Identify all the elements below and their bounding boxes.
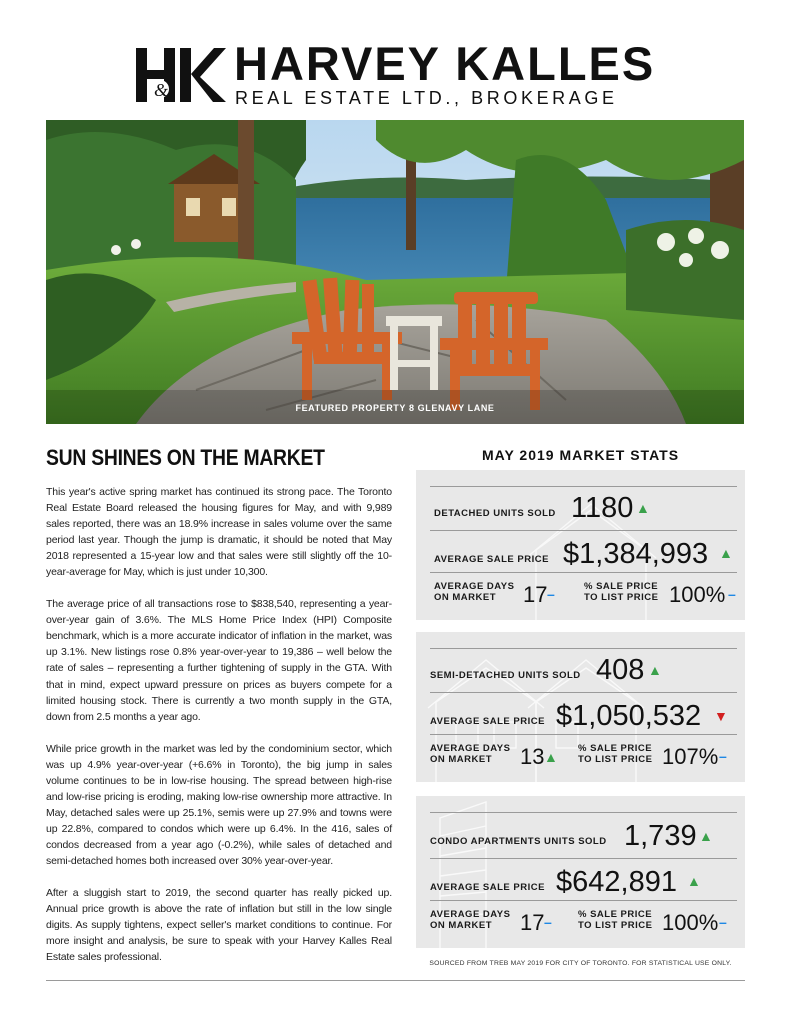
ratio-label-line2: TO LIST PRICE [578, 754, 653, 765]
stats-panel-detached [416, 470, 745, 620]
ratio-label-line2: TO LIST PRICE [578, 920, 653, 931]
days-label-line1: AVERAGE DAYS [430, 743, 511, 754]
hero-photo [46, 120, 744, 424]
sale-to-list-label [584, 581, 658, 603]
sale-to-list-value: 107% [662, 744, 719, 769]
divider [430, 734, 737, 735]
divider [430, 858, 737, 859]
sale-to-list-label [578, 743, 652, 765]
brand-name: HARVEY KALLES [234, 37, 656, 90]
units-sold-value: 1,739 [624, 820, 697, 852]
divider [430, 648, 737, 649]
trend-flat-icon: – [544, 914, 552, 930]
avg-price-label: AVERAGE SALE PRICE [430, 716, 545, 727]
ratio-label-line1: % SALE PRICE [584, 581, 659, 592]
article-paragraph: The average price of all transactions rose to $838,540, representing a year-over-year gain of 3.6%. The MLS Home Price Index (HPI) Composite benchmark, which is a more accurate indicator of inflation in the market, was up 3.1%. New listings rose 0.8% year-over-year to 19,386 – well below the rate of sales – representing a further tightening of supply in the GTA. With that in mind, expect upward pressure on prices as buyers compete for a limited housing stock. There is currently a two month supply in the GTA, down from 2.5 months a year ago. [46, 598, 392, 723]
trend-up-icon: ▲ [648, 662, 662, 678]
days-label-line2: ON MARKET [430, 754, 493, 765]
cottage-lake-photo [46, 120, 744, 424]
days-label-line2: ON MARKET [434, 592, 497, 603]
article-headline: SUN SHINES ON THE MARKET [46, 445, 325, 470]
trend-up-icon: ▲ [544, 749, 558, 765]
avg-price-value: $1,384,993 [563, 538, 709, 570]
trend-up-icon: ▲ [719, 545, 733, 561]
trend-down-icon: ▼ [714, 708, 728, 724]
article-body [46, 484, 392, 981]
article-paragraph: While price growth in the market was led by the condominium sector, which was up 4.9% year-over-year (+6.6% in Toronto), the big jump in sales volume continues to be in low-rise housing. The spread between high-rise and low-rise pricing is eroding, making low-rise ownership more attractive. In May, detached sales were up 25.1%, semis were up 27.9% and towns were up 22.8%, compared to condos which were up 6.4%. In the 416, sales of condos decreased from a year ago (-0.2%), while sales of detached and semi-detached homes both increased over 30% year-over-year. [46, 742, 392, 867]
days-on-market-value: 13 [520, 744, 545, 769]
svg-text:&: & [154, 80, 169, 100]
divider [430, 812, 737, 813]
sale-to-list-label [578, 909, 652, 931]
trend-flat-icon: – [719, 914, 727, 930]
days-on-market-label [430, 909, 510, 931]
trend-flat-icon: – [547, 586, 555, 602]
trend-flat-icon: – [719, 748, 727, 764]
trend-up-icon: ▲ [687, 873, 701, 889]
avg-price-label: AVERAGE SALE PRICE [434, 554, 549, 565]
days-on-market-label [434, 581, 514, 603]
days-label-line1: AVERAGE DAYS [430, 909, 511, 920]
avg-price-value: $642,891 [556, 866, 677, 898]
units-sold-label: CONDO APARTMENTS UNITS SOLD [430, 836, 607, 847]
days-label-line2: ON MARKET [430, 920, 493, 931]
days-on-market-label [430, 743, 510, 765]
days-on-market-value: 17 [523, 582, 548, 607]
units-sold-label: SEMI-DETACHED UNITS SOLD [430, 670, 581, 681]
ratio-label-line2: TO LIST PRICE [584, 592, 659, 603]
units-sold-label: DETACHED UNITS SOLD [434, 508, 556, 519]
trend-up-icon: ▲ [699, 828, 713, 844]
brand-logo [134, 37, 658, 108]
avg-price-value: $1,050,532 [556, 700, 702, 732]
avg-price-label: AVERAGE SALE PRICE [430, 882, 545, 893]
divider [430, 900, 737, 901]
hk-monogram-icon [134, 44, 226, 106]
sale-to-list-value: 100% [662, 910, 719, 935]
source-footnote: SOURCED FROM TREB MAY 2019 FOR CITY OF TORONTO. FOR STATISTICAL USE ONLY. [429, 960, 732, 967]
footer-divider [46, 980, 745, 981]
ratio-label-line1: % SALE PRICE [578, 909, 653, 920]
trend-flat-icon: – [728, 586, 736, 602]
divider [430, 486, 737, 487]
article-paragraph: This year's active spring market has continued its strong pace. The Toronto Real Estate Board released the housing figures for May, and with 9,989 sales reported, there was an 18.9% increase in sales volume over the same period last year. Though the jump is dramatic, it should be noted that May 2018 represented a 15-year low and that sales were still slightly off the 10-year-average for May, which is just under 10,300. [46, 486, 392, 579]
divider [430, 530, 737, 531]
stats-title: MAY 2019 MARKET STATS [481, 447, 680, 463]
divider [430, 692, 737, 693]
stats-panel-semi-detached [416, 632, 745, 782]
stats-panel-condo [416, 796, 745, 948]
sale-to-list-value: 100% [669, 582, 726, 607]
divider [430, 572, 737, 573]
article-paragraph: After a sluggish start to 2019, the second quarter has really picked up. Annual price growth is above the rate of inflation but still in the low single digits. As supply tightens, expect seller's market conditions to continue. For more insight and analysis, be sure to speak with your Harvey Kalles Real Estate sales professional. [46, 887, 392, 964]
trend-up-icon: ▲ [636, 500, 650, 516]
units-sold-value: 408 [596, 654, 645, 686]
brand-subtitle: REAL ESTATE LTD., BROKERAGE [235, 88, 618, 108]
ratio-label-line1: % SALE PRICE [578, 743, 653, 754]
units-sold-value: 1180 [571, 492, 634, 524]
days-on-market-value: 17 [520, 910, 545, 935]
hero-caption: FEATURED PROPERTY 8 GLENAVY LANE [295, 403, 495, 413]
days-label-line1: AVERAGE DAYS [434, 581, 515, 592]
